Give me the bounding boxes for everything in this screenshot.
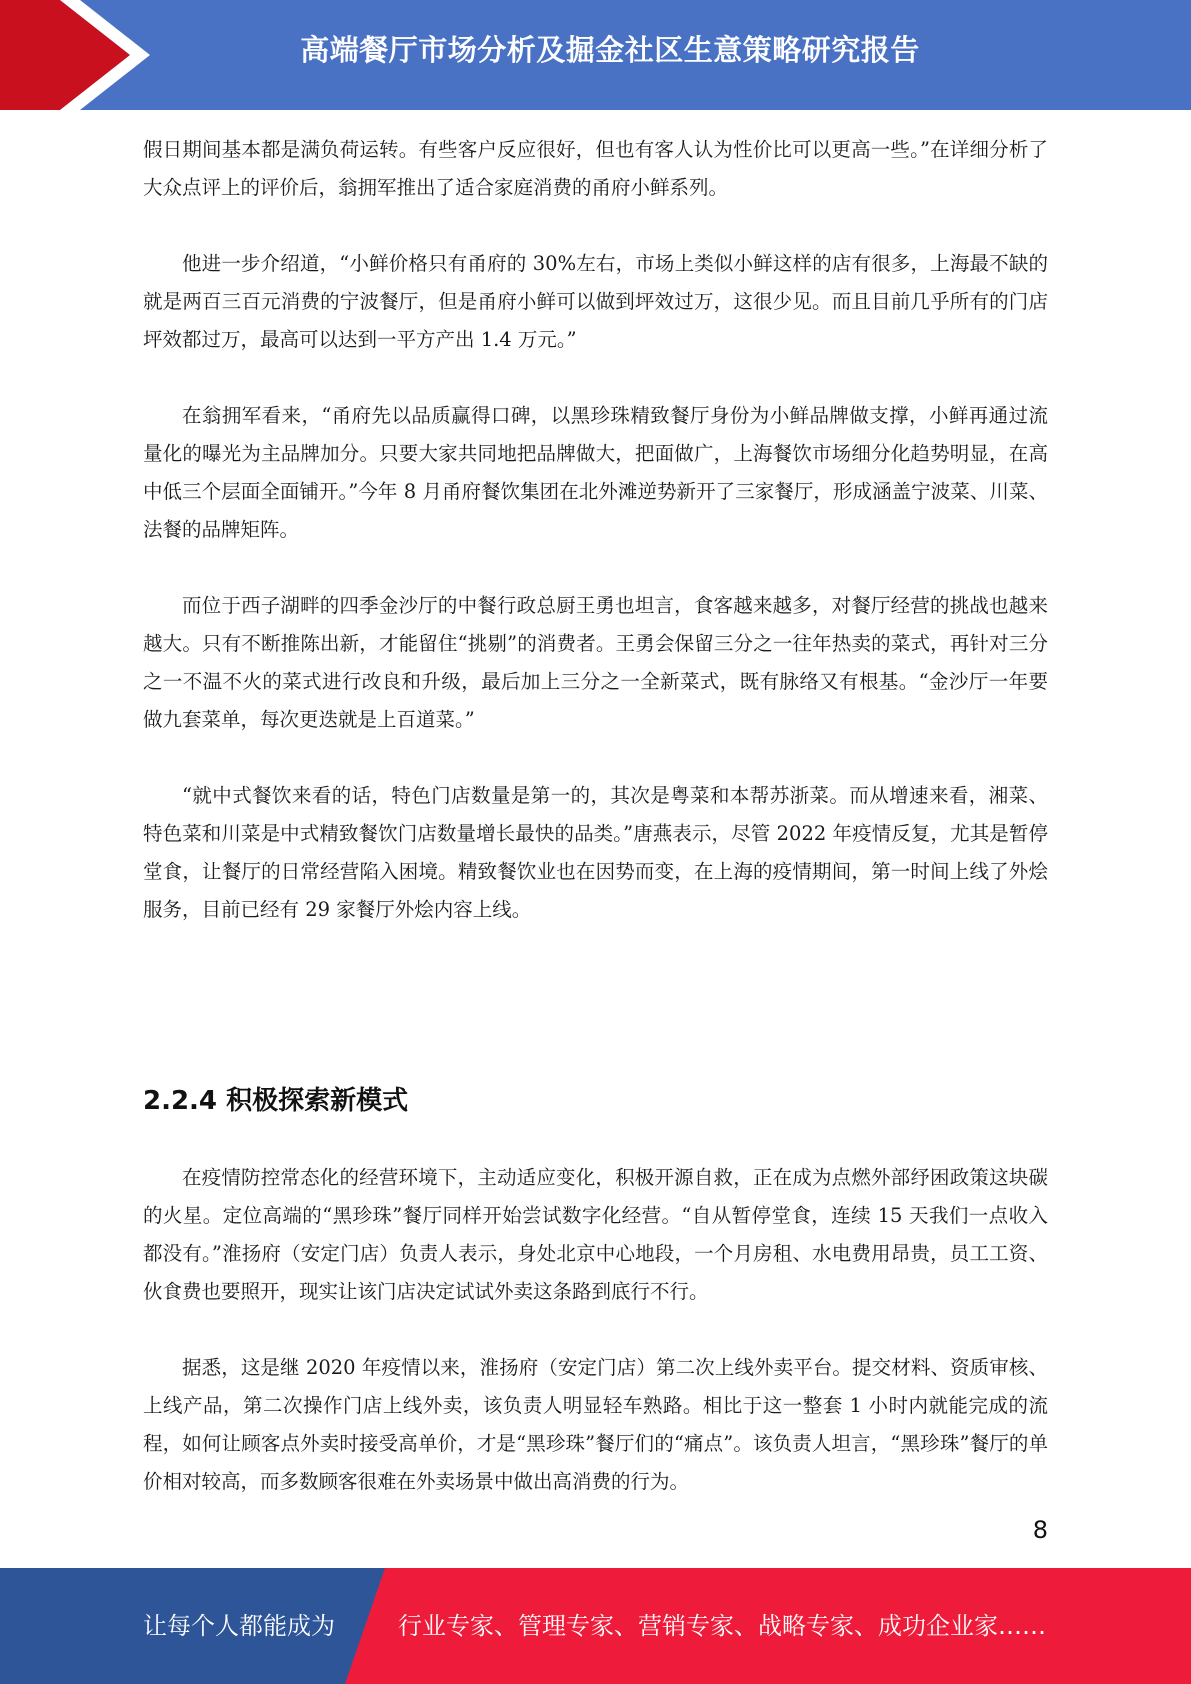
header-arrow-decoration bbox=[0, 0, 160, 110]
body-text-bottom bbox=[143, 1159, 1048, 1539]
page-header bbox=[0, 0, 1191, 110]
page-number: 8 bbox=[1032, 1516, 1048, 1544]
paragraph: 而位于西子湖畔的四季金沙厅的中餐行政总厨王勇也坦言，食客越来越多，对餐厅经营的挑战也越来越大。只有不断推陈出新，才能留住“挑剔”的消费者。王勇会保留三分之一往年热卖的菜式，再针对三分之一不温不火的菜式进行改良和升级，最后加上三分之一全新菜式，既有脉络又有根基。“金沙厅一年要做九套菜单，每次更迭就是上百道菜。” bbox=[143, 594, 1048, 731]
paragraph: 据悉，这是继 2020 年疫情以来，淮扬府（安定门店）第二次上线外卖平台。提交材料、资质审核、上线产品，第二次操作门店上线外卖，该负责人明显轻车熟路。相比于这一整套 1 小时内就能完成的流程，如何让顾客点外卖时接受高单价，才是“黑珍珠”餐厅们的“痛点”。该负责人坦言，“黑珍珠”餐厅的单价相对较高，而多数顾客很难在外卖场景中做出高消费的行为。 bbox=[143, 1356, 1048, 1493]
paragraph: 他进一步介绍道，“小鲜价格只有甬府的 30%左右，市场上类似小鲜这样的店有很多，上海最不缺的就是两百三百元消费的宁波餐厅，但是甬府小鲜可以做到坪效过万，这很少见。而且目前几乎所有的门店坪效都过万，最高可以达到一平方产出 1.4 万元。” bbox=[143, 252, 1048, 351]
page-footer bbox=[0, 1568, 1191, 1684]
paragraph: “就中式餐饮来看的话，特色门店数量是第一的，其次是粤菜和本帮苏浙菜。而从增速来看，湘菜、特色菜和川菜是中式精致餐饮门店数量增长最快的品类。”唐燕表示，尽管 2022 年疫情反复，尤其是暂停堂食，让餐厅的日常经营陷入困境。精致餐饮业也在因势而变，在上海的疫情期间，第一时间上线了外烩服务，目前已经有 29 家餐厅外烩内容上线。 bbox=[143, 784, 1048, 921]
paragraph: 在翁拥军看来，“甬府先以品质赢得口碑，以黑珍珠精致餐厅身份为小鲜品牌做支撑，小鲜再通过流量化的曝光为主品牌加分。只要大家共同地把品牌做大，把面做广，上海餐饮市场细分化趋势明显，在高中低三个层面全面铺开。”今年 8 月甬府餐饮集团在北外滩逆势新开了三家餐厅，形成涵盖宁波菜、川菜、法餐的品牌矩阵。 bbox=[143, 404, 1048, 541]
section-heading: 2.2.4 积极探索新模式 bbox=[143, 1086, 409, 1116]
report-title: 高端餐厅市场分析及掘金社区生意策略研究报告 bbox=[300, 33, 920, 67]
paragraph: 在疫情防控常态化的经营环境下，主动适应变化，积极开源自救，正在成为点燃外部纾困政策这块碳的火星。定位高端的“黑珍珠”餐厅同样开始尝试数字化经营。“自从暂停堂食，连续 15 天我们一点收入都没有。”淮扬府（安定门店）负责人表示，身处北京中心地段，一个月房租、水电费用昂贵，员工工资、伙食费也要照开，现实让该门店决定试试外卖这条路到底行不行。 bbox=[143, 1166, 1048, 1303]
header-red-arrow bbox=[0, 0, 130, 110]
paragraph: 假日期间基本都是满负荷运转。有些客户反应很好，但也有客人认为性价比可以更高一些。”在详细分析了大众点评上的评价后，翁拥军推出了适合家庭消费的甬府小鲜系列。 bbox=[143, 138, 1048, 199]
body-text-top bbox=[143, 131, 1048, 967]
footer-slogan-right: 行业专家、管理专家、营销专家、战略专家、成功企业家…… bbox=[398, 1612, 1046, 1640]
footer-slogan-left: 让每个人都能成为 bbox=[143, 1612, 335, 1640]
